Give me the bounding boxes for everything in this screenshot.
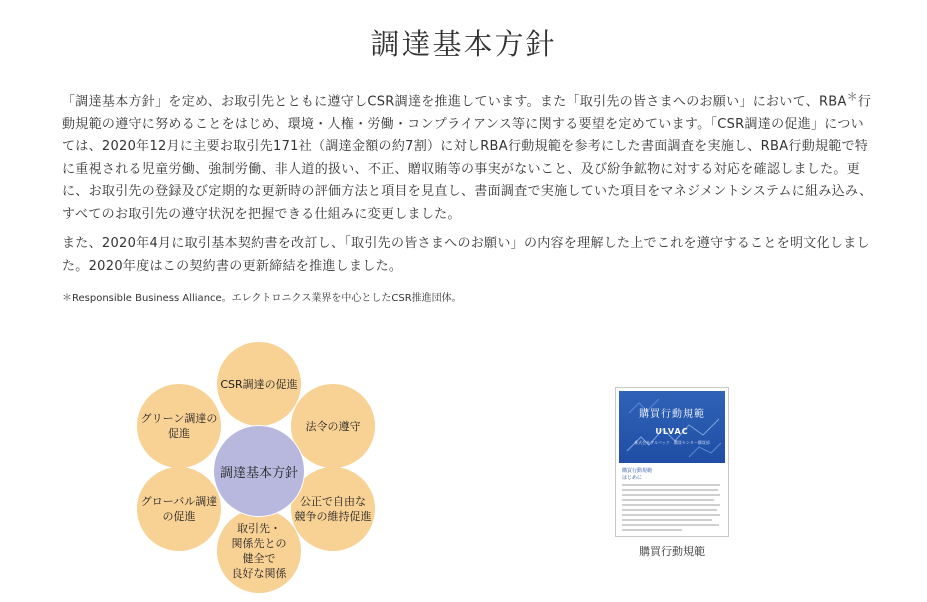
booklet-text-line — [622, 489, 718, 491]
diagram-center-label: 調達基本方針 — [219, 465, 298, 481]
booklet-caption[interactable]: 購買行動規範 — [639, 545, 705, 558]
booklet-text-line — [622, 499, 714, 501]
intro-paragraph — [62, 86, 874, 226]
purchasing-code-booklet[interactable] — [615, 387, 729, 537]
petal-label: グリーン調達の 促進 — [140, 412, 218, 440]
booklet-text-line — [622, 519, 712, 521]
petal-global-procurement — [137, 467, 221, 551]
intro-paragraph-part2: 行動規範の遵守に努めることをはじめ、環境・人権・労働・コンプライアンス等に関する要望を定めています。「CSR調達の促進」については、2020年12月に主要お取引先171社（調達金額の約7割）に対しRBA行動規範を参考にした書面調査を実施し、RBA行動規範で特に重視される児童労働、強制労働、非人道的扱い、不正、贈収賄等の事実がないこと、及び紛争鉱物に対する対応を確認しました。更に、お取引先の登録及び定期的な更新時の評価方法と項目を見直し、書面調査で実施していた項目をマネジメントシステムに組み込み、すべてのお取引先の遵守状況を把握できる仕組みに変更しました。 — [62, 94, 873, 222]
booklet-text-line — [622, 484, 720, 486]
petal-label: 取引先・ 関係先との 健全で 良好な関係 — [231, 522, 287, 580]
booklet-text-line — [622, 504, 720, 506]
booklet-intro: はじめに — [622, 475, 643, 481]
booklet-heading: 購買行動規範 — [622, 468, 653, 474]
booklet-cover-subtitle: 株式会社アルバック 購買センター購買部 — [634, 440, 710, 445]
petal-csr-procurement — [217, 342, 301, 426]
petal-label: 公正で自由な 競争の維持促進 — [294, 495, 372, 523]
petal-label: グローバル調達 の促進 — [140, 495, 218, 523]
booklet-text-line — [622, 509, 717, 511]
rba-footnote-mark: ＊ — [846, 90, 858, 103]
booklet-text-line — [622, 524, 719, 526]
petal-legal-compliance — [291, 384, 375, 468]
diagram-center — [213, 425, 305, 517]
petal-supplier-relations — [217, 509, 301, 593]
page-title: 調達基本方針 — [370, 27, 557, 61]
booklet-cover-title: 購買行動規範 — [639, 409, 705, 420]
rba-footnote: ＊Responsible Business Alliance。エレクトロニクス業界を中心としたCSR推進団体。 — [62, 293, 462, 304]
booklet-cover — [619, 391, 725, 463]
intro-paragraph-part1: 「調達基本方針」を定め、お取引先とともに遵守しCSR調達を推進しています。また「取引先の皆さまへのお願い」において、RBA — [62, 94, 847, 110]
booklet-text-line — [622, 514, 720, 516]
booklet-text-line — [622, 494, 720, 496]
contract-paragraph: また、2020年4月に取引基本契約書を改訂し、「取引先の皆さまへのお願い」の内容を理解した上でこれを遵守することを明文化しました。2020年度はこの契約書の更新締結を推進しました。 — [62, 236, 870, 274]
booklet-text-line — [622, 529, 682, 531]
petal-label: CSR調達の促進 — [220, 377, 298, 391]
petal-label: 法令の遵守 — [305, 419, 361, 433]
petal-green-procurement — [137, 384, 221, 468]
ulvac-logo: ULVAC — [655, 427, 689, 436]
